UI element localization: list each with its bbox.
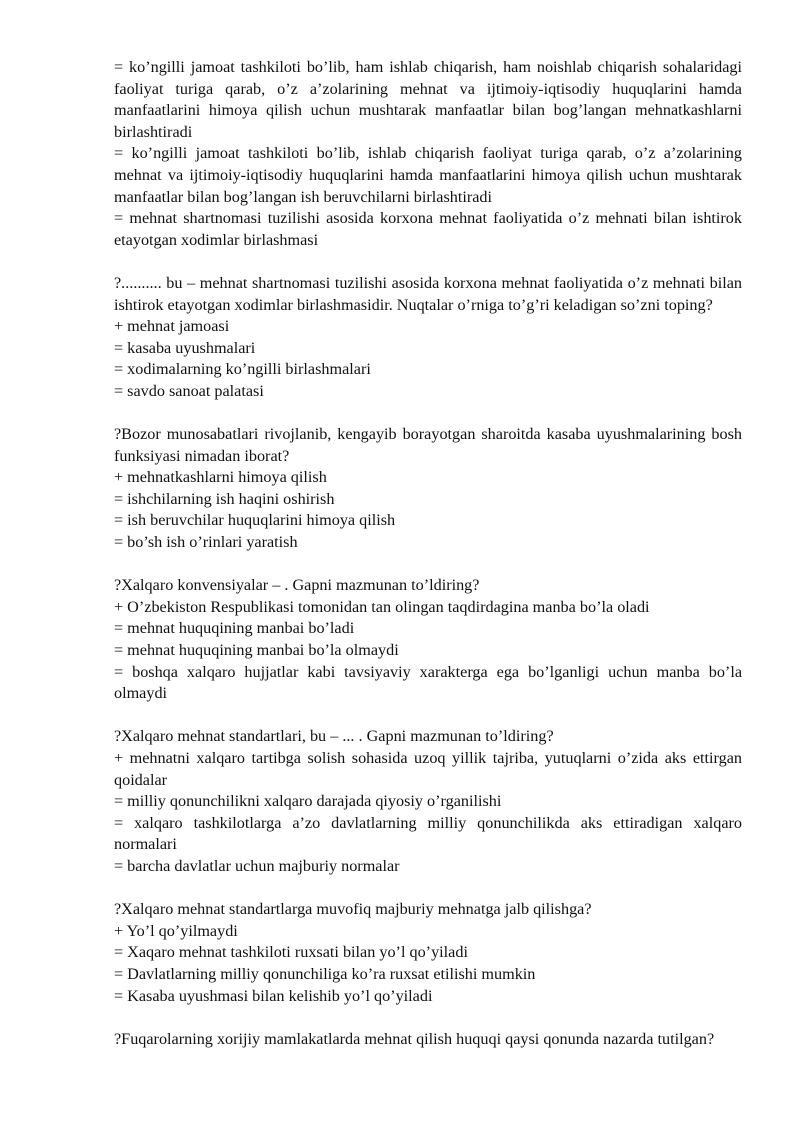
answer-option: = ish beruvchilar huquqlarini himoya qilish [114,511,396,530]
block-spacer [114,251,742,273]
answer-option: = boshqa xalqaro hujjatlar kabi tavsiyaviy xarakterga ega bo’lganligi uchun manba bo’la olmaydi [114,662,742,703]
correct-answer: + mehnatkashlarni himoya qilish [114,468,327,487]
answer-option: = Kasaba uyushmasi bilan kelishib yo’l qo’yiladi [114,986,433,1005]
correct-answer: + O’zbekiston Respublikasi tomonidan tan olingan taqdirdagina manba bo’la oladi [114,597,650,616]
answer-option: = xalqaro tashkilotlarga a’zo davlatlarning milliy qonunchilikda aks ettiradigan xalqaro normalari [114,813,742,854]
answer-option: = xodimalarning ko’ngilli birlashmalari [114,360,371,379]
question-text: ?Fuqarolarning xorijiy mamlakatlarda mehnat qilish huquqi qaysi qonunda nazarda tutilgan? [114,1029,715,1048]
question-block-forced-labor [114,899,742,1007]
answer-option: = ishchilarning ish haqini oshirish [114,489,335,508]
question-text: ?Bozor munosabatlari rivojlanib, kengayib borayotgan sharoitda kasaba uyushmalarining bosh funksiyasi nimadan iborat? [114,425,742,465]
correct-answer: + mehnatni xalqaro tartibga solish sohasida uzoq yillik tajriba, yutuqlarni o’zida aks ettirgan qoidalar [114,749,742,789]
answer-option: = Davlatlarning milliy qonunchiliga ko’ra ruxsat etilishi mumkin [114,964,536,983]
block-spacer [114,403,742,425]
question-block-labor-collective [114,273,742,403]
answer-option: = mehnat huquqining manbai bo’la olmaydi [114,641,399,660]
block-spacer [114,554,742,576]
question-text: ?.......... bu – mehnat shartnomasi tuzilishi asosida korxona mehnat faoliyatida o’z mehnati bilan ishtirok etayotgan xodimlar birlashmasidir. Nuqtalar o’rniga to’g’ri keladigan so’zni toping? [114,273,742,314]
document-page [114,57,742,1050]
question-block-work-abroad [114,1029,742,1051]
answer-option: = barcha davlatlar uchun majburiy normalar [114,856,400,875]
answer-option: = savdo sanoat palatasi [114,381,264,400]
question-text: ?Xalqaro konvensiyalar – . Gapni mazmunan to’ldiring? [114,576,480,595]
question-text: ?Xalqaro mehnat standartlari, bu – ... . Gapni mazmunan to’ldiring? [114,727,554,746]
block-spacer [114,878,742,900]
answer-option: = kasaba uyushmalari [114,338,256,357]
correct-answer: + mehnat jamoasi [114,317,230,336]
answer-option: = mehnat shartnomasi tuzilishi asosida korxona mehnat faoliyatida o’z mehnati bilan ishtirok etayotgan xodimlar birlashmasi [114,209,742,249]
block-spacer [114,1007,742,1029]
question-block-conventions [114,575,742,705]
answer-option: = mehnat huquqining manbai bo’ladi [114,619,355,638]
question-text: ?Xalqaro mehnat standartlarga muvofiq majburiy mehnatga jalb qilishga? [114,900,592,919]
answer-option: = ko’ngilli jamoat tashkiloti bo’lib, ham ishlab chiqarish, ham noishlab chiqarish sohalaridagi faoliyat turiga qarab, o’z a’zolarining mehnat va ijtimoiy-iqtisodiy huquqlarini hamda manfaatlarini himoya qilish uchun mushtarak manfaatlar bilan bog’langan mehnatkashlarni birlashtiradi [114,58,742,141]
answer-option: = Xaqaro mehnat tashkiloti ruxsati bilan yo’l qo’yiladi [114,943,468,962]
question-block-union-function [114,424,742,554]
question-block-labor-standards [114,726,742,877]
block-spacer [114,705,742,727]
answer-block-union-definitions [114,57,742,251]
answer-option: = milliy qonunchilikni xalqaro darajada qiyosiy o’rganilishi [114,792,502,811]
answer-option: = bo’sh ish o’rinlari yaratish [114,533,298,552]
correct-answer: + Yo’l qo’yilmaydi [114,921,238,940]
answer-option: = ko’ngilli jamoat tashkiloti bo’lib, ishlab chiqarish faoliyat turiga qarab, o’z a’zolarining mehnat va ijtimoiy-iqtisodiy huquqlarini hamda manfaatlarini himoya qilish uchun mushtarak manfaatlar bilan bog’langan ish beruvchilarni birlashtiradi [114,144,742,206]
